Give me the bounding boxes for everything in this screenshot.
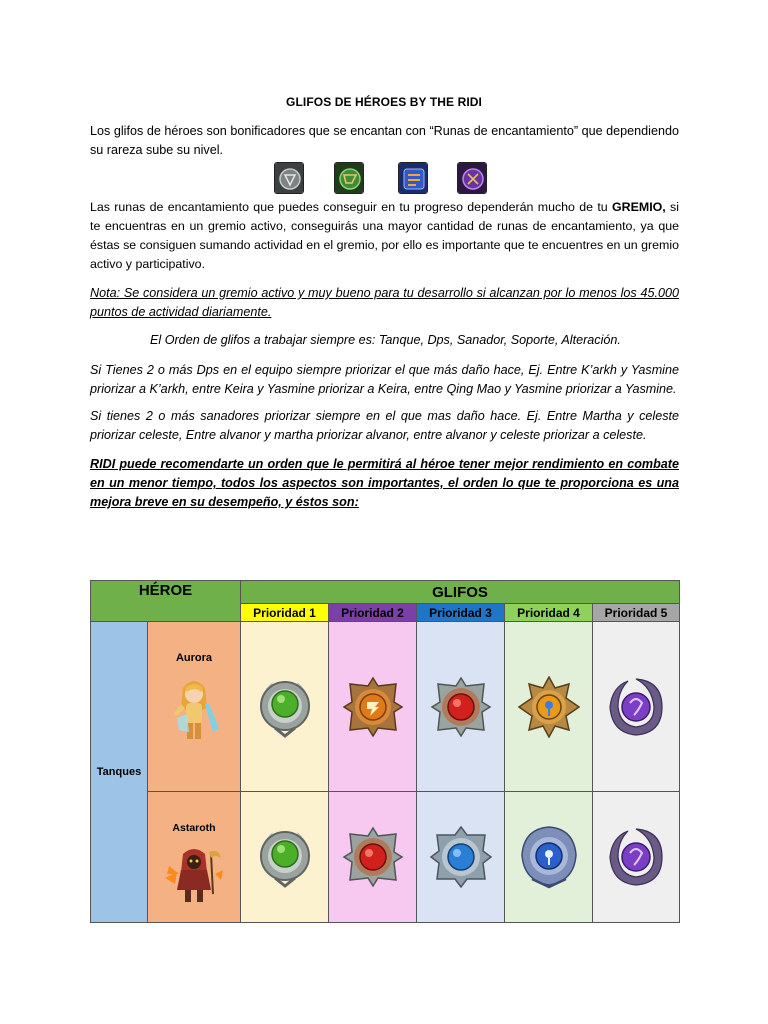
blue-rune-icon bbox=[398, 162, 428, 194]
glifos-header: GLIFOS bbox=[241, 581, 680, 604]
orange-glyph-icon bbox=[342, 676, 404, 738]
dps-paragraph: Si Tienes 2 o más Dps en el equipo siempre priorizar el que más daño hace, Ej. Entre K’arkh y Yasmine priorizar a K’arkh, entre Keira y Yasmine priorizar a Keira, entre Qing Mao y Yasmine priorizar a Yasmine. bbox=[90, 363, 679, 396]
priority-2-header: Prioridad 2 bbox=[329, 604, 417, 622]
glyph-cell bbox=[329, 792, 417, 923]
rune-icons-row bbox=[0, 162, 768, 196]
glyph-cell bbox=[241, 792, 329, 923]
gold-glyph-icon bbox=[518, 676, 580, 738]
red-glyph-icon bbox=[430, 676, 492, 738]
green-glyph-icon bbox=[255, 674, 315, 740]
gremio-bold: GREMIO, bbox=[612, 200, 666, 214]
purple-glyph-icon bbox=[604, 675, 668, 739]
green-glyph-icon bbox=[255, 824, 315, 890]
purple-rune-icon bbox=[457, 162, 487, 194]
red-glyph-icon bbox=[342, 826, 404, 888]
hero-cell-astaroth bbox=[148, 792, 241, 923]
priority-1-header: Prioridad 1 bbox=[241, 604, 329, 622]
priority-3-header: Prioridad 3 bbox=[417, 604, 505, 622]
priority-4-header: Prioridad 4 bbox=[505, 604, 593, 622]
glifos-table bbox=[90, 580, 680, 923]
glyph-cell bbox=[593, 792, 680, 923]
intro-paragraph: Los glifos de héroes son bonificadores que se encantan con “Runas de encantamiento” que dependiendo su rareza sube su nivel. bbox=[90, 124, 679, 157]
astaroth-hero-icon bbox=[161, 844, 227, 904]
hero-cell-aurora bbox=[148, 622, 241, 792]
glyph-cell bbox=[505, 792, 593, 923]
purple-glyph-icon bbox=[604, 825, 668, 889]
glyph-cell bbox=[417, 792, 505, 923]
green-rune-icon bbox=[334, 162, 364, 194]
hero-name-astaroth: Astaroth bbox=[172, 822, 216, 834]
ridi-paragraph: RIDI puede recomendarte un orden que le permitirá al héroe tener mejor rendimiento en combate en un menor tiempo, todos los aspectos son importantes, el orden lo que te proporciona es una mejora breve en su desempeño, y éstos son: bbox=[90, 457, 679, 509]
glyph-cell bbox=[241, 622, 329, 792]
hero-header: HÉROE bbox=[91, 581, 241, 622]
sanadores-paragraph: Si tienes 2 o más sanadores priorizar siempre en el que mas daño hace. Ej. Entre Martha y celeste priorizar celeste, Entre alvanor y martha priorizar alvanor, entre alvanor y celeste priorizar a celeste. bbox=[90, 409, 679, 442]
blue-glyph-icon bbox=[429, 825, 493, 889]
orden-paragraph: El Orden de glifos a trabajar siempre es: Tanque, Dps, Sanador, Soporte, Alteración. bbox=[150, 333, 621, 347]
glyph-cell bbox=[593, 622, 680, 792]
page-title: GLIFOS DE HÉROES BY THE RIDI bbox=[286, 95, 482, 109]
role-tanques: Tanques bbox=[91, 622, 148, 923]
gremio-text-before: Las runas de encantamiento que puedes conseguir en tu progreso dependerán mucho de tu bbox=[90, 200, 613, 214]
priority-5-header: Prioridad 5 bbox=[593, 604, 680, 622]
hero-row-astaroth bbox=[91, 792, 680, 923]
glyph-cell bbox=[505, 622, 593, 792]
nota-paragraph: Nota: Se considera un gremio activo y muy bueno para tu desarrollo si alcanzan por lo menos los 45.000 puntos de actividad diariamente. bbox=[90, 286, 679, 319]
blue-glyph-icon bbox=[518, 825, 580, 889]
gremio-text-after: si te encuentras en un gremio activo, conseguirás una mayor cantidad de runas de encantamiento, ya que éstas se consiguen sumando actividad en el gremio, por ello es importante que te encuentres en un gremio activo y participativo. bbox=[90, 200, 679, 271]
glyph-cell bbox=[329, 622, 417, 792]
aurora-hero-icon bbox=[167, 674, 221, 746]
hero-name-aurora: Aurora bbox=[175, 652, 213, 664]
gray-rune-icon bbox=[274, 162, 304, 194]
glyph-cell bbox=[417, 622, 505, 792]
gremio-paragraph bbox=[90, 198, 679, 274]
hero-row-aurora bbox=[91, 622, 680, 792]
